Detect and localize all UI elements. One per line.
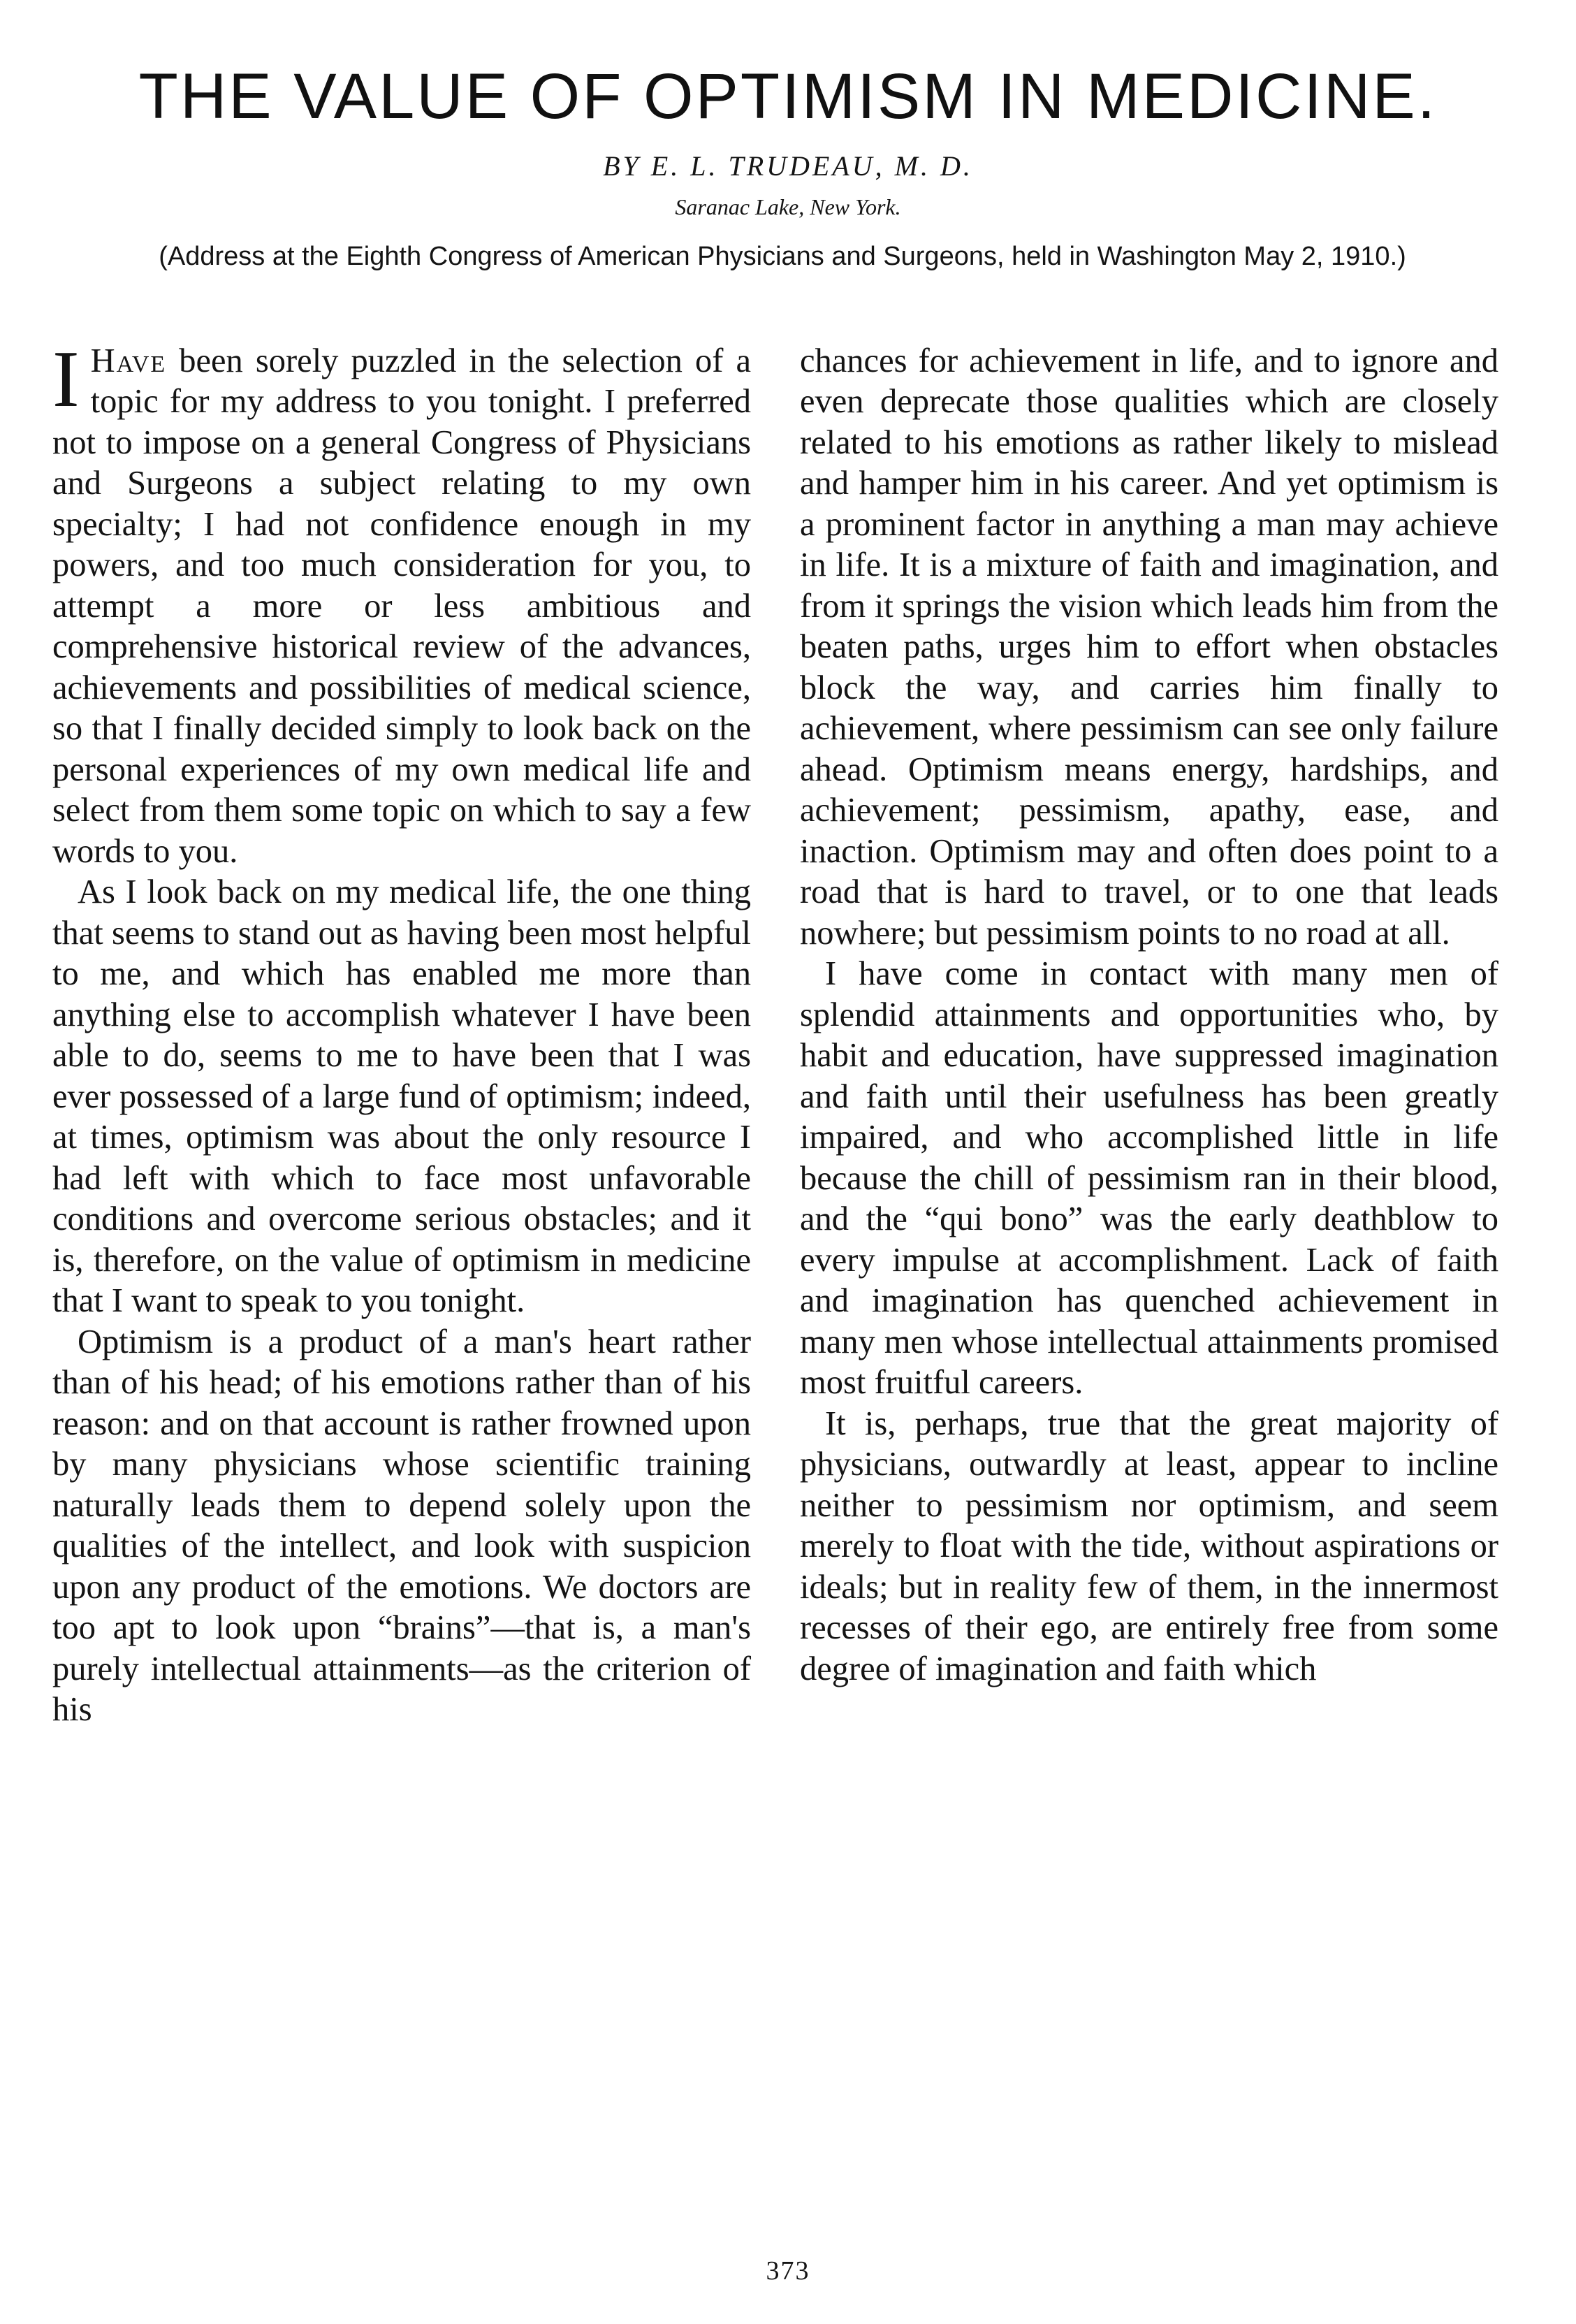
paragraph: Optimism is a product of a man's heart rather than of his head; of his emotions rather than of his reason: and on that account is rather frowned upon by many physicians whose scientific training naturally leads them to depend solely upon the qualities of the intellect, and look with suspicion upon any product of the emotions. We doctors are too apt to look upon “brains”—that is, a man's purely intellectual attainments—as the criterion of his (52, 1323, 751, 1728)
opening-word: Have (90, 342, 167, 379)
paragraph: It is, perhaps, true that the great majority of physicians, outwardly at least, appear to incline neither to pessimism nor optimism, and seem merely to float with the tide, without aspirations or ideals; but in reality few of them, in the innermost recesses of their ego, are entirely free from some degree of imagination and faith which (800, 1404, 1498, 1687)
address-note: (Address at the Eighth Congress of American Physicians and Surgeons, held in Washington May 2, 1910.) (159, 242, 1406, 271)
right-column (800, 341, 1498, 1690)
author-location: Saranac Lake, New York. (675, 194, 901, 219)
drop-cap: I (52, 335, 80, 424)
article-byline: BY E. L. TRUDEAU, M. D. (603, 150, 973, 182)
page-number: 373 (766, 2256, 810, 2286)
paragraph-text: been sorely puzzled in the selection of a topic for my address to you tonight. I preferred not to impose on a general Congress of Physicians and Surgeons a subject relating to my own specialty; I had not confidence enough in my powers, and too much consideration for you, to attempt a more or less ambitious and comprehensive historical review of the advances, achievements and possibilities of medical science, so that I finally decided simply to look back on the personal experiences of my own medical life and select from them some topic on which to say a few words to you. (52, 342, 751, 870)
paragraph: chances for achievement in life, and to ignore and even deprecate those qualities which are closely related to his emotions as rather likely to mislead and hamper him in his career. And yet optimism is a prominent factor in anything a man may achieve in life. It is a mixture of faith and imagination, and from it springs the vision which leads him from the beaten paths, urges him to effort when obstacles block the way, and carries him finally to achievement, where pessimism can see only failure ahead. Optimism means energy, hardships, and achievement; pessimism, apathy, ease, and inaction. Optimism may and often does point to a road that is hard to travel, or to one that leads nowhere; but pessimism points to no road at all. (800, 342, 1498, 952)
left-column (52, 335, 751, 1730)
paragraph: I have come in contact with many men of splendid attainments and opportunities who, by habit and education, have suppressed imagination and faith until their usefulness has been greatly impaired, and who accomplished little in life because the chill of pessimism ran in their blood, and the “qui bono” was the early deathblow to every impulse at accomplishment. Lack of faith and imagination has quenched achievement in many men whose intellectual attainments promised most fruitful careers. (800, 955, 1498, 1402)
article-title: THE VALUE OF OPTIMISM IN MEDICINE. (138, 61, 1438, 132)
opening-paragraph (52, 335, 751, 872)
paragraph: As I look back on my medical life, the one thing that seems to stand out as having been most helpful to me, and which has enabled me more than anything else to accomplish whatever I have been able to do, seems to me to have been that I was ever possessed of a large fund of optimism; indeed, at times, optimism was about the only resource I had left with which to face most unfavorable conditions and overcome serious obstacles; and it is, therefore, on the value of optimism in medicine that I want to speak to you tonight. (52, 873, 751, 1320)
